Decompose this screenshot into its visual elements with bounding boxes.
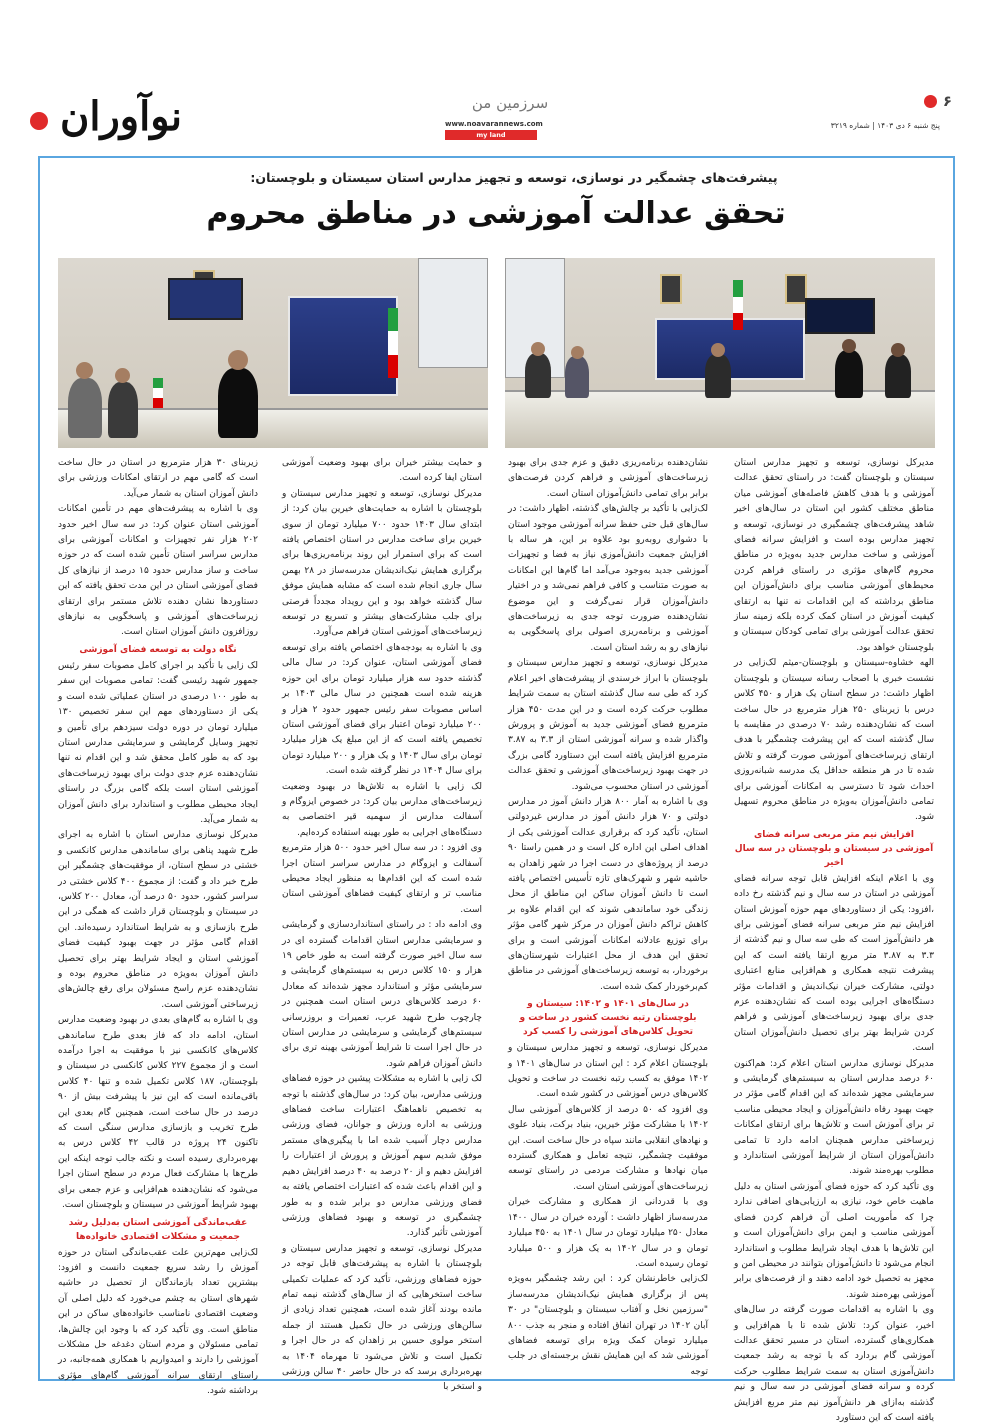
paragraph: وی با اشاره به بودجه‌های اختصاص یافته برای توسعه فضای آموزشی استان، عنوان کرد: در سال مالی گذشته حدود سه هزار میلیارد تومان برای این حوزه هزینه شده است همچنین در سال مالی ۱۴۰۳ بر اساس مصوبات سفر رئیس جمهور حدود ۲ هزار و ۲۰۰ میلیارد تومان اعتبار برای فضای آموزشی استان تخصیص یافته است که از این مبلغ یک هزار میلیارد تومان برای سال ۱۴۰۳ و یک هزار و ۲۰۰ میلیارد تومان برای سال ۱۴۰۴ در نظر گرفته شده است. (282, 642, 482, 777)
masthead (0, 0, 992, 150)
paragraph: لک‌زایی با تأکید بر چالش‌های گذشته، اظهار داشت: در سال‌های قبل حتی حفظ سرانه آموزشی موجود استان با دشواری روبه‌رو بود علاوه بر این، هر ساله با افزایش جمعیت دانش‌آموزی نیاز به فضا و تجهیزات آموزشی جدید به‌وجود می‌آمد اما گام‌ها این امکانات به صورت متناسب و کافی فراهم نمی‌شد و در اختیار دانش‌آموزان قرار نمی‌گرفت و این موضوع نشان‌دهنده ضرورت توجه جدی به زیرساخت‌های آموزشی و برنامه‌ریزی اصولی برای پاسخگویی به نیازهای رو به رشد استان است. (508, 504, 708, 653)
issue-date: پنج شنبه ۶ دی ۱۴۰۳ | شماره ۳۲۱۹ (830, 121, 940, 130)
paragraph: لک‌زایی مهم‌ترین علت عقب‌ماندگی استان در حوزه آموزش را رشد سریع جمعیت دانست و افزود: بیشترین تعداد بازماندگان از تحصیل در حاشیه شهرهای استان به چشم می‌خورد که دلیل اصلی آن وضعیت اقتصادی نامناسب خانواده‌های ساکن در این مناطق است. وی تأکید کرد که با وجود این چالش‌ها، تمامی مسئولان و مردم استان دغدغه حل مشکلات آموزشی را دارند و امیدواریم با همکاری همه‌جانبه، در راستای ارتقای سرانه آموزشی گام‌های مؤثری برداشته شود. (58, 1247, 258, 1397)
paragraph: مدیرکل نوسازی، توسعه و تجهیز مدارس سیستان و بلوچستان با اشاره به حمایت‌های خیرین بیان کرد: از ابتدای سال ۱۴۰۳ حدود ۷۰۰ میلیارد تومان از سوی خیرین برای ساخت مدارس در استان اختصاص یافته است که برای استمرار این روند برنامه‌ریزی‌ها برای برگزاری همایش نیک‌اندیشان مدرسه‌ساز در ۲۸ بهمن سال جاری انجام شده است که مشابه همایش موفق سال گذشته خواهد بود و این رویداد مجدداً فرصتی برای جلب مشارکت‌های بیشتر و تسریع در توسعه زیرساخت‌های آموزشی استان فراهم می‌آورد. (282, 488, 483, 638)
paragraph: نشان‌دهنده برنامه‌ریزی دقیق و عزم جدی برای بهبود زیرساخت‌های آموزشی و فراهم کردن فرصت‌های برابر برای تمامی دانش‌آموزان استان است. (508, 458, 708, 499)
paragraph: وی با اعلام اینکه افزایش قابل توجه سرانه فضای آموزشی در استان در سه سال و نیم گذشته رخ داده ،افزود: یکی از دستاوردهای مهم حوزه آموزش استان افزایش نیم متر مربعی سرانه فضای آموزشی برای هر دانش‌آموز است که طی سه سال و نیم گذشته از ۳.۳ به ۳.۸۷ متر مربع ارتقا یافته است که این پیشرفت نتیجه همکاری و هم‌افزایی منابع اعتباری دولتی، مشارکت خیران نیک‌اندیش و اقدامات مؤثر دستگاه‌های اجرایی بوده است که نشان‌دهنده عزم جدی برای بهبود زیرساخت‌های آموزشی و فراهم کردن شرایط بهتر برای تحصیل دانش‌آموزان استان است. (734, 873, 934, 1054)
subheading: عقب‌ماندگی آموزشی استان به‌دلیل رشد جمعیت و مشکلات اقتصادی خانواده‌ها (68, 1217, 248, 1242)
meeting-table (505, 390, 935, 448)
article-column-4 (58, 456, 259, 1397)
paragraph: مدیرکل نوسازی، توسعه و تجهیز مدارس سیستان و بلوچستان با ابراز خرسندی از پیشرفت‌های اخیر اعلام کرد که طی سه سال گذشته استان به سمت شرایط مطلوب حرکت کرده است و در این مدت ۴۵۰ هزار مترمربع فضای آموزشی جدید به آموزش و پرورش واگذار شده و سرانه آموزشی استان از ۳.۳ به ۳.۸۷ مترمربع افزایش یافته است این دستاورد گامی بزرگ در جهت بهبود زیرساخت‌های آموزشی و تحقق عدالت آموزشی در استان محسوب می‌شود. (508, 658, 708, 792)
paragraph: وی افزود که ۵۰ درصد از کلاس‌های آموزشی سال ۱۴۰۲ با مشارکت مؤثر خیرین، بنیاد برکت، بنیاد علوی و نهادهای انقلابی مانند سپاه در حال ساخت است. این موفقیت چشمگیر، نتیجه تعامل و همکاری گسترده میان نهادها و مشارکت مردمی در راستای توسعه زیرساخت‌های آموزشی استان است. (508, 1104, 708, 1192)
logo-dot-icon (30, 112, 48, 130)
website-link[interactable]: www.noavarannews.com (445, 120, 543, 128)
paragraph: الهه خشاوه-سیستان و بلوچستان-میثم لک‌زایی در نشست خبری با اصحاب رسانه سیستان و بلوچستان اظهار داشت: در سطح استان یک هزار و ۴۵۰ کلاس درس با زیربنای ۲۵۰ هزار مترمربع در حال ساخت است که نشان‌دهنده رشد ۷۰ درصدی در مقایسه با سال گذشته است که این پیشرفت چشمگیر با هدف ارتقای زیرساخت‌های آموزشی صورت گرفته و تلاش شده تا در هر منطقه حداقل یک مدرسه شبانه‌روزی احداث شود تا دسترسی به امکانات آموزشی برای تمامی دانش‌آموزان به‌ویژه در مناطق محروم تسهیل شود. (734, 658, 934, 823)
article-headline: تحقق عدالت آموزشی در مناطق محروم (206, 196, 786, 231)
paragraph: مدیرکل نوسازی، توسعه و تجهیز مدارس سیستان و بلوچستان با اشاره به پیشرفت‌های قابل توجه در حوزه فضاهای ورزشی، تأکید کرد که عملیات تکمیلی ساخت استخرهایی که از سال‌های گذشته نیمه تمام مانده بودند آغاز شده است، همچنین تعداد زیادی از سالن‌های ورزشی در حال تکمیل هستند از جمله استخر مولوی حسین بر زاهدان که در حال اجرا و تکمیل است و تلاش می‌شود تا مهرماه ۱۴۰۴ به بهره‌برداری برسد که در حال حاضر ۴۰ سالن ورزشی و استخر با (282, 1243, 482, 1393)
paragraph: مدیرکل نوسازی مدارس استان اعلام کرد: هم‌اکنون ۶۰ درصد مدارس استان به سیستم‌های گرمایشی و سرمایشی مجهز شده‌اند که این اقدام گامی مؤثر در جهت بهبود رفاه دانش‌آموزان و ایجاد محیطی مناسب تر برای آموزش است و تلاش‌ها برای ارتقای امکانات زیرساختی مدارس همچنان ادامه دارد تا تمامی دانش‌آموزان استان از شرایط آموزشی استاندارد و مطلوب بهره‌مند شوند. (734, 1058, 934, 1177)
flag-icon (733, 280, 743, 330)
meeting-photo-left (58, 258, 488, 448)
article-column-2 (508, 456, 709, 1377)
portrait-frame (660, 274, 682, 304)
tv-screen (805, 298, 875, 334)
subheading: در سال‌های ۱۴۰۱ و ۱۴۰۲: سیستان و بلوچستان رتبه نخست کشور در ساخت و تحویل کلاس‌های آموزشی را کسب کرد (519, 999, 697, 1038)
flag-icon (388, 308, 398, 378)
window (418, 258, 488, 368)
paragraph: مدیرکل نوسازی، توسعه و تجهیز مدارس سیستان و بلوچستان اعلام کرد : این استان در سال‌های ۱۴۰۱ و ۱۴۰۲ موفق به کسب رتبه نخست در ساخت و تحویل کلاس‌های درس آموزشی در کشور شده است. (508, 1043, 708, 1100)
subheading: نگاه دولت به توسعه فضای آموزشی (79, 644, 237, 655)
paragraph: وی ادامه داد : در راستای استانداردسازی و گرمایشی و سرمایشی مدارس استان اقدامات گسترده ای در سه سال اخیر صورت گرفته است به طور خاص ۱۹ هزار و ۱۵۰ کلاس درس به سیستم‌های گرمایشی و سرمایشی مؤثر و استاندارد مجهز شده‌اند که معادل ۶۰ درصد کلاس‌های درس استان است همچنین در چارچوب طرح شهید عرب، تعمیرات و بروزرسانی سیستم‌های گرمایشی و سرمایشی در مدارس استان در حال اجرا است تا شرایط آموزشی بهینه تری برای دانش آموزان فراهم شود. (282, 920, 482, 1069)
paragraph: و حمایت بیشتر خیران برای بهبود وضعیت آموزشی استان ایفا کرده است. (282, 458, 482, 484)
paragraph: وی با اشاره به گام‌های بعدی در بهبود وضعیت مدارس استان، ادامه داد که فاز بعدی طرح ساماندهی کلاس‌های کانکسی نیز با موفقیت به اجرا درآمده است و از مجموع ۲۲۷ کلاس کانکسی در سیستان و بلوچستان، ۱۸۷ کلاس تکمیل شده و تنها ۴۰ کلاس باقی‌مانده است که این نیز با پیشرفت بیش از ۹۰ درصد در حال ساخت است، همچنین گام بعدی این طرح تخریب و بازسازی مدارس سنگی است که تاکنون ۲۴ پروژه در قالب ۴۲ کلاس درس به بهره‌برداری رسیده است و نکته جالب توجه اینکه این طرح‌ها با مشارکت فعال مردم در سطح استان اجرا می‌شود که نشان‌دهنده هم‌افزایی و عزم جمعی برای بهبود شرایط آموزشی در سیستان و بلوچستان است. (58, 1015, 259, 1211)
section-tag: my land (445, 130, 537, 140)
flag-icon (153, 378, 163, 408)
paragraph: وی افزود : در سه سال اخیر حدود ۵۰۰ هزار مترمربع آسفالت و ایزوگام در مدارس سراسر استان اجرا شده است که این اقدام‌ها به منظور ایجاد محیطی مناسب تر و ارتقای کیفیت فضاهای آموزشی استان است. (282, 843, 482, 915)
paragraph: لک‌زایی خاطرنشان کرد : این رشد چشمگیر به‌ویژه پس از برگزاری همایش نیک‌اندیشان مدرسه‌ساز "سرزمین نخل و آفتاب سیستان و بلوچستان" در ۳۰ آبان ۱۴۰۲ در تهران اتفاق افتاده و منجر به جذب ۸۰۰ میلیارد تومان کمک ویژه برای توسعه فضاهای آموزشی شد که این همایش نقش برجسته‌ای در جلب توجه (508, 1274, 708, 1377)
newspaper-logo: نوآوران (59, 93, 183, 140)
paragraph: وی با اشاره به اقدامات صورت گرفته در سال‌های اخیر، عنوان کرد: تلاش شده تا با هم‌افزایی و همکاری‌های گسترده، استان در مسیر تحقق عدالت آموزشی گام بردارد که با توجه به رشد جمعیت دانش‌آموزی استان به سمت شرایط مطلوب حرکت کرده و سرانه فضای آموزشی در سه سال و نیم گذشته به‌ازای هر دانش‌آموز نیم متر مربع افزایش یافته است که این دستاورد (734, 1305, 934, 1423)
paragraph: لک زایی با اشاره به مشکلات پیشین در حوزه فضاهای ورزشی مدارس، بیان کرد: در سال‌های گذشته با توجه به تخصیص ناهماهنگ اعتبارات ساخت فضاهای ورزشی به اداره ورزش و جوانان، فضای ورزشی مدارس دچار آسیب شده اما با پیگیری‌های مستمر موفق شدیم سهم آموزش و پرورش از اعتبارات را افزایش دهیم و از ۲۰ درصد به ۴۰ درصد افزایش دهیم و این اقدام باعث شده که اعتبارات اختصاص یافته به فضای ورزشی مدارس دو برابر شده و به طور چشمگیری در توسعه و بهبود فضاهای ورزشی آموزشی تأثیر گذارد. (282, 1074, 483, 1239)
article-kicker: پیشرفت‌های چشمگیر در نوسازی، توسعه و تجهیز مدارس استان سیستان و بلوچستان: (250, 170, 778, 185)
paragraph: مدیرکل نوسازی، توسعه و تجهیز مدارس استان سیستان و بلوچستان گفت: در راستای تحقق عدالت آموزشی و با هدف کاهش فاصله‌های آموزشی میان مناطق مختلف کشور این استان در سال‌های اخیر شاهد پیشرفت‌های چشمگیری در نوسازی، توسعه و تجهیز مدارس بوده است و افزایش سرانه فضای آموزشی و ساخت مدارس جدید به‌ویژه در مناطق محروم گام‌های مؤثری در راستای فراهم کردن محیط‌های آموزشی مناسب برای دانش‌آموزان این مناطق برداشته که این اقدامات نه تنها به ارتقای کیفیت آموزش در استان کمک کرده بلکه زمینه ساز تحقق عدالت آموزشی برای تمامی کودکان سیستان و بلوچستان خواهد بود. (734, 458, 934, 653)
paragraph: مدیرکل نوسازی مدارس استان با اشاره به اجرای طرح شهید پناهی برای ساماندهی مدارس کانکسی و خشتی در سطح استان، از موفقیت‌های چشمگیر این طرح خبر داد و گفت: از مجموع ۴۰۰ کلاس خشتی در سراسر کشور، حدود ۵۰ درصد آن، معادل ۲۰۰ کلاس، در سیستان و بلوچستان قرار داشت که همگی در این طرح بازسازی و به شرایط استاندارد رسیده‌اند. این اقدام گامی مؤثر در جهت بهبود کیفیت فضای آموزشی استان و ایجاد شرایط بهتر برای تحصیل دانش آموزان به‌ویژه در مناطق محروم بوده و نشان‌دهنده عزم راسخ مسئولان برای رفع چالش‌های زیرساختی آموزشی است. (58, 830, 259, 1010)
article-column-1 (734, 456, 934, 1423)
paragraph: لک زایی با اشاره به تلاش‌ها در بهبود وضعیت زیرساخت‌های مدارس بیان کرد: در خصوص ایزوگام و آسفالت مدارس از سهمیه قیر اختصاصی به دستگاه‌های اجرایی به طور بهینه استفاده کرده‌ایم. (282, 781, 482, 838)
red-dot-icon (924, 95, 937, 108)
page-number-block (924, 92, 952, 110)
paragraph: وی تأکید کرد که حوزه فضای آموزشی استان به دلیل ماهیت خاص خود، نیازی به ارزیابی‌های اضافی ندارد چرا که مأموریت اصلی آن فراهم کردن فضای آموزشی مناسب و ایمن برای دانش‌آموزان است و این تلاش‌ها با هدف ایجاد شرایط مطلوب و استاندارد انجام می‌شود تا دانش‌آموزان بتوانند در محیطی امن و مجهز به تحصیل خود ادامه دهند و از فرصت‌های برابر آموزشی بهره‌مند شوند. (734, 1181, 934, 1300)
paragraph: وی با اشاره به آمار ۸۰۰ هزار دانش آموز در مدارس دولتی و ۷۰ هزار دانش آموز در مدارس غیردولتی استان، تأکید کرد که برقراری عدالت آموزشی یکی از اهداف اصلی این اداره کل است و در همین راستا ۹۰ درصد از پروژه‌های در دست اجرا در شهر زاهدان به حاشیه شهر و شهرک‌های تازه تأسیس اختصاص یافته است تا دانش آموزان ساکن این مناطق از محل زندگی خود ساماندهی شوند که این اقدام علاوه بر کاهش تراکم دانش آموزان در مرکز شهر گامی مؤثر برای توزیع عادلانه امکانات آموزشی است و برای تحقق این هدف از محل اعتبارات شهرستان‌های برخوردار، به توسعه زیرساخت‌های آموزشی در مناطق کم‌برخوردار کمک شده است. (508, 796, 709, 992)
paragraph: وی با قدردانی از همکاری و مشارکت خیران مدرسه‌ساز اظهار داشت : آورده خیران در سال ۱۴۰۰ معادل ۲۵۰ میلیارد تومان در سال ۱۴۰۱ به ۴۵۰ میلیارد تومان و در سال ۱۴۰۲ به یک هزار و ۵۰۰ میلیارد تومان رسیده است. (508, 1197, 708, 1269)
article-column-3 (282, 456, 483, 1393)
conference-banner (288, 296, 398, 396)
paragraph: لک زایی با تأکید بر اجرای کامل مصوبات سفر رئیس جمهور شهید رئیسی گفت: تمامی مصوبات این سفر به طور ۱۰۰ درصدی در استان عملیاتی شده است و یکی از دستاوردهای مهم این سفر تخصیص ۱۳۰ میلیارد تومان در دوره دولت سیزدهم برای تأمین و تجهیز وسایل گرمایشی و سرمایشی مدارس استان بود که به طور کامل محقق شد و این اقدام نه تنها نشان‌دهنده عزم جدی دولت برای بهبود زیرساخت‌های آموزشی استان است بلکه گامی بزرگ در راستای ایجاد محیطی مطلوب و استاندارد برای دانش آموزان به شمار می‌آید. (58, 660, 258, 825)
portrait-frame (785, 274, 807, 304)
meeting-photo-right (505, 258, 935, 448)
page-number: ۶ (942, 92, 952, 110)
paragraph: زیربنای ۳۰ هزار مترمربع در استان در حال ساخت است که گامی مهم در ارتقای امکانات ورزشی برای دانش آموزان استان به شمار می‌آید. (58, 458, 258, 499)
section-title: سرزمین من (471, 94, 549, 112)
paragraph: وی با اشاره به پیشرفت‌های مهم در تأمین امکانات آموزشی استان عنوان کرد: در سه سال اخیر حدود ۲۰۲ هزار نفر تجهیزات و امکانات آموزشی برای مدارس سراسر استان تأمین شده است که در حوزه ساخت و ساز مدارس حدود ۱۵ درصد از نیازهای کل فضای آموزشی استان در این مدت تحقق یافته که این دستاوردها نشان دهنده تلاش مستمر برای ارتقای زیرساخت‌های آموزشی و پاسخگویی به نیازهای روزافزون دانش آموزان استان است. (58, 504, 259, 638)
subheading: افزایش نیم متر مربعی سرانه فضای آموزشی در سیستان و بلوچستان در سه سال اخیر (734, 829, 934, 868)
